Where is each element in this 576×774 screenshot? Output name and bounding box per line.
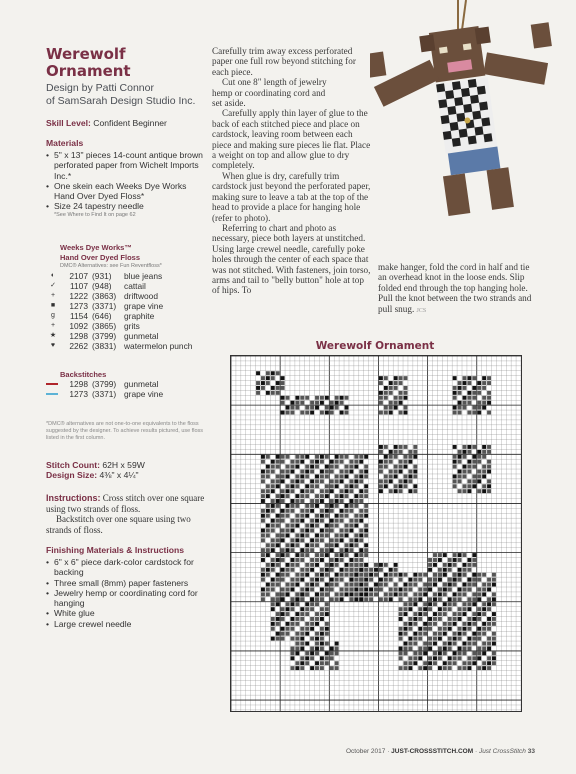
floss-dmc: (931) [92, 271, 112, 281]
floss-row [46, 271, 192, 281]
footer-month: October 2017 [346, 748, 386, 755]
materials-heading: Materials [46, 138, 84, 148]
body-paragraph: Referring to chart and photo as necessary, piece both layers at unstitched. Using large crewel needle, carefully poke holes through the center of each space that was not stitched. With fasteners, join torso, arms and tail to "belly button" hole at top of hips. To [212, 222, 371, 296]
floss-symbol: ◐ [50, 272, 56, 279]
instructions-p1: Instructions: Cross stitch over one square using two strands of floss. [46, 493, 205, 514]
body-paragraph: When glue is dry, carefully trim cardstock just beyond the perforated paper, making sure to leave a tab at the top of the head to provide a place for hanging hole (refer to photo). [212, 170, 371, 223]
backstitch-swatch [46, 389, 60, 399]
body-paragraph: Carefully apply thin layer of glue to the back of each stitched piece and place on cardstock, leaving room between each piece and making sure pieces lie flat. Place a weight on top and allow glue to dry completely. [212, 108, 371, 171]
list-item: • 5" x 13" pieces 14-count antique brown perforated paper from Wichelt Imports Inc.* [46, 150, 206, 181]
floss-wdw: 1092 [69, 321, 88, 331]
backstitch-swatch [46, 379, 60, 389]
materials-footnote: *See Where to Find It on page 62 [54, 211, 136, 218]
backstitch-dmc: (3371) [92, 389, 117, 399]
body-paragraph: make hanger, fold the cord in half and tie an overhead knot in the loose ends. Slip folded end through the top hanging hole. Pull the knot between the two strands and pull snug. JCS [378, 262, 532, 314]
body-paragraph: Cut one 8" length of jewelry hemp or coordinating cord and set aside. [212, 77, 327, 109]
studio-line: of SamSarah Design Studio Inc. [46, 94, 196, 107]
floss-symbol: + [50, 292, 56, 299]
page-footer: October 2017 · JUST-CROSSSTITCH.COM · Just CrossStitch 33 [346, 748, 535, 755]
instructions [46, 493, 216, 535]
floss-name: grape vine [124, 301, 164, 311]
stitch-count: Stitch Count: 62H x 59W [46, 460, 145, 470]
floss-symbol: + [50, 322, 56, 329]
backstitch-key-table [46, 379, 163, 399]
floss-symbol: ✓ [50, 282, 56, 289]
backstitch-wdw: 1298 [69, 379, 88, 389]
chart-stitches [256, 371, 496, 670]
byline [46, 82, 216, 107]
floss-dmc: (3863) [92, 291, 117, 301]
skill-level [46, 118, 206, 128]
stitch-chart [230, 355, 522, 712]
skill-value: Confident Beginner [93, 118, 167, 128]
floss-name: grits [124, 321, 140, 331]
floss-row [46, 321, 192, 331]
finishing-heading: Finishing Materials & Instructions [46, 545, 184, 555]
backstitch-name: grape vine [124, 389, 164, 399]
floss-name: graphite [124, 311, 155, 321]
dmc-note: *DMC® alternatives are not one-to-one equivalents to the floss suggested by the designer. To achieve results pictured, use floss listed in the first column. [46, 421, 204, 441]
floss-dmc: (3865) [92, 321, 117, 331]
materials-list [46, 150, 206, 219]
list-item: • White glue [46, 608, 216, 618]
floss-name: driftwood [124, 291, 158, 301]
floss-row [46, 311, 192, 321]
backstitch-wdw: 1273 [69, 389, 88, 399]
end-mark: JCS [416, 307, 427, 314]
floss-name: watermelon punch [124, 341, 193, 351]
floss-wdw: 2262 [69, 341, 88, 351]
floss-wdw: 1222 [69, 291, 88, 301]
floss-dmc: (646) [92, 311, 112, 321]
backstitch-dmc: (3799) [92, 379, 117, 389]
floss-row [46, 281, 192, 291]
floss-name: blue jeans [124, 271, 163, 281]
finishing-list [46, 557, 216, 629]
floss-symbol: ♥ [50, 342, 56, 349]
floss-symbol: g [51, 312, 55, 319]
floss-name: cattail [124, 281, 146, 291]
list-item: • 6" x 6" piece dark-color cardstock for backing [46, 557, 216, 578]
floss-row [46, 301, 192, 311]
ornament-photo [370, 0, 576, 230]
floss-wdw: 1273 [69, 301, 88, 311]
backstitch-row [46, 379, 163, 389]
list-item: • Size 24 tapestry needle [46, 201, 206, 211]
designer-line: Design by Patti Connor [46, 82, 154, 94]
floss-dmc: (948) [92, 281, 112, 291]
stitch-info [46, 460, 216, 481]
floss-heading: Weeks Dye Works™ Hand Over Dyed Floss [60, 243, 141, 262]
skill-label: Skill Level: [46, 118, 91, 128]
body-paragraph: Carefully trim away excess perforated paper one full row beyond stitching for each piece. [212, 46, 356, 77]
floss-wdw: 1107 [69, 281, 88, 291]
footer-site: JUST-CROSSSTITCH.COM [391, 748, 474, 755]
floss-wdw: 2107 [69, 271, 88, 281]
list-item: • Large crewel needle [46, 619, 216, 629]
floss-symbol: ■ [50, 302, 56, 309]
body-column-2 [378, 262, 538, 316]
floss-dmc: (3831) [92, 341, 117, 351]
floss-row [46, 291, 192, 301]
floss-row [46, 341, 192, 351]
floss-symbol: ★ [49, 332, 57, 339]
backstitch-name: gunmetal [124, 379, 159, 389]
backstitches-heading: Backstitches [60, 370, 107, 379]
design-size: Design Size: 4⅜" x 4¼" [46, 470, 139, 481]
list-item: • Three small (8mm) paper fasteners [46, 578, 216, 588]
floss-wdw: 1154 [69, 311, 88, 321]
floss-key-table [46, 271, 192, 351]
body-column-1 [212, 46, 372, 296]
page-number: 33 [527, 748, 535, 755]
floss-dmc: (3371) [92, 301, 117, 311]
floss-dmc: (3799) [92, 331, 117, 341]
list-item: • Jewelry hemp or coordinating cord for hanging [46, 588, 216, 609]
instructions-p2: Backstitch over one square using two strands of floss. [46, 514, 191, 535]
floss-name: gunmetal [124, 331, 159, 341]
floss-wdw: 1298 [69, 331, 88, 341]
page-title: Werewolf Ornament [46, 45, 131, 80]
backstitch-row [46, 389, 163, 399]
footer-mag: Just CrossStitch [478, 748, 526, 755]
floss-subheading: DMC® Alternatives: see Fun Reventfloss* [60, 263, 162, 269]
chart-title: Werewolf Ornament [315, 340, 435, 352]
list-item: • One skein each Weeks Dye Works Hand Over Dyed Floss* [46, 181, 206, 202]
floss-row [46, 331, 192, 341]
